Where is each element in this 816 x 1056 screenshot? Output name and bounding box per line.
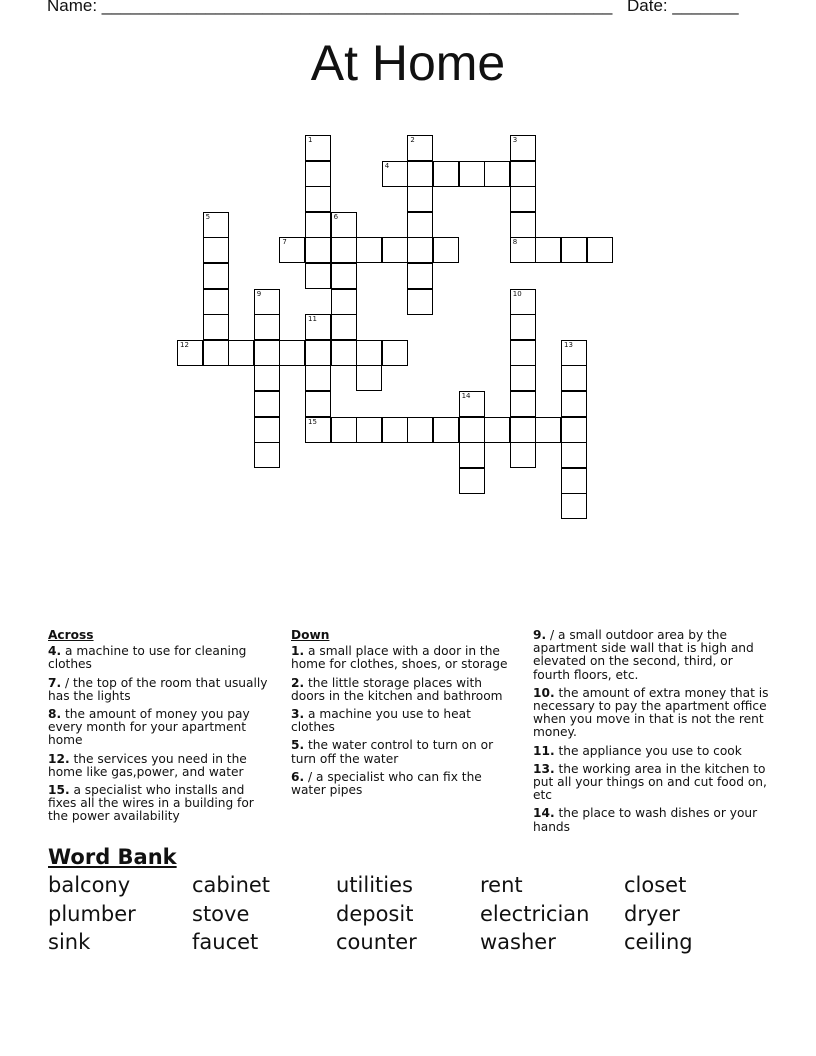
crossword-cell[interactable] — [203, 237, 229, 263]
clue-text: the place to wash dishes or your hands — [533, 806, 758, 834]
crossword-cell[interactable] — [331, 340, 357, 366]
crossword-cell[interactable] — [331, 289, 357, 315]
crossword-cell[interactable] — [561, 468, 587, 494]
crossword-cell[interactable] — [484, 417, 510, 443]
clue-text: the appliance you use to cook — [554, 743, 742, 758]
clue-down-3 — [291, 708, 516, 734]
word-bank-word: plumber — [48, 901, 136, 926]
clue-number: 11. — [533, 743, 555, 758]
crossword-cell[interactable] — [510, 314, 536, 340]
word-bank-word: electrician — [480, 901, 590, 926]
clue-number: 5. — [291, 738, 305, 753]
clue-across-8 — [48, 708, 273, 748]
crossword-cell[interactable] — [254, 289, 280, 315]
clue-down-2 — [291, 677, 516, 703]
crossword-cell[interactable] — [305, 314, 331, 340]
crossword-cell[interactable] — [254, 314, 280, 340]
clue-across-12 — [48, 753, 273, 779]
crossword-cell[interactable] — [279, 340, 305, 366]
down-heading: Down — [291, 628, 330, 642]
crossword-cell[interactable] — [382, 161, 408, 187]
crossword-cell[interactable] — [203, 263, 229, 289]
clue-down-10 — [533, 687, 773, 740]
clue-down-9 — [533, 629, 773, 682]
crossword-cell[interactable] — [484, 161, 510, 187]
date-field: Date: _______ — [627, 0, 739, 15]
clue-number: 8. — [48, 707, 62, 722]
clue-down-6 — [291, 771, 516, 797]
crossword-cell[interactable] — [382, 417, 408, 443]
crossword-cell[interactable] — [254, 340, 280, 366]
word-bank-word: cabinet — [192, 873, 271, 897]
crossword-cell[interactable] — [561, 365, 587, 391]
clue-text: the water control to turn on or turn off the water — [291, 738, 494, 766]
crossword-cell[interactable] — [407, 237, 433, 263]
crossword-cell[interactable] — [407, 212, 433, 238]
crossword-cell[interactable] — [510, 391, 536, 417]
crossword-cell[interactable] — [228, 340, 254, 366]
page-title: At Home — [310, 35, 506, 91]
crossword-cell[interactable] — [561, 340, 587, 366]
crossword-cell[interactable] — [561, 417, 587, 443]
crossword-cell[interactable] — [459, 417, 485, 443]
clue-number: 1. — [291, 644, 305, 659]
crossword-cell[interactable] — [356, 365, 382, 391]
clue-text: the little storage places with doors in the kitchen and bathroom — [291, 675, 503, 703]
crossword-cell[interactable] — [305, 135, 331, 161]
crossword-cell[interactable] — [510, 417, 536, 443]
crossword-cell[interactable] — [510, 135, 536, 161]
clue-number: 4. — [48, 644, 62, 659]
crossword-cell[interactable] — [510, 237, 536, 263]
crossword-cell[interactable] — [510, 186, 536, 212]
clue-across-15 — [48, 784, 273, 824]
word-bank-word: utilities — [336, 873, 413, 897]
crossword-cell[interactable] — [510, 212, 536, 238]
word-bank-word: rent — [480, 873, 523, 897]
crossword-cell[interactable] — [535, 417, 561, 443]
cell-number: 7 — [282, 238, 287, 247]
crossword-cell[interactable] — [510, 442, 536, 468]
clue-number: 3. — [291, 707, 305, 722]
clue-text: the amount of money you pay every month for your apartment home — [48, 707, 250, 748]
across-heading: Across — [48, 628, 94, 642]
word-bank-word: ceiling — [624, 930, 693, 954]
crossword-cell[interactable] — [510, 365, 536, 391]
crossword-cell[interactable] — [459, 391, 485, 417]
clue-down-1 — [291, 645, 516, 671]
word-bank-word: closet — [624, 873, 687, 897]
clue-down-13 — [533, 763, 773, 803]
crossword-cell[interactable] — [254, 417, 280, 443]
down-clues-continued — [533, 629, 773, 839]
cell-number: 15 — [308, 417, 317, 426]
cell-number: 10 — [512, 289, 522, 298]
crossword-cell[interactable] — [254, 391, 280, 417]
crossword-cell[interactable] — [331, 212, 357, 238]
crossword-cell[interactable] — [459, 442, 485, 468]
crossword-cell[interactable] — [331, 314, 357, 340]
crossword-cell[interactable] — [407, 135, 433, 161]
cell-number: 9 — [256, 289, 262, 298]
crossword-cell[interactable] — [459, 468, 485, 494]
crossword-cell[interactable] — [331, 417, 357, 443]
across-clues — [48, 629, 273, 829]
crossword-cell[interactable] — [407, 186, 433, 212]
crossword-cell[interactable] — [279, 237, 305, 263]
crossword-cell[interactable] — [305, 391, 331, 417]
word-bank-word: stove — [192, 901, 250, 926]
crossword-cell[interactable] — [254, 365, 280, 391]
word-bank-word: balcony — [48, 873, 131, 897]
crossword-cell[interactable] — [510, 161, 536, 187]
crossword-cell[interactable] — [305, 186, 331, 212]
cell-number: 13 — [564, 340, 573, 349]
crossword-cell[interactable] — [305, 365, 331, 391]
crossword-cell[interactable] — [510, 289, 536, 315]
crossword-cell[interactable] — [177, 340, 203, 366]
clue-across-4 — [48, 645, 273, 671]
crossword-cell[interactable] — [305, 417, 331, 443]
clue-across-7 — [48, 677, 273, 703]
crossword-cell[interactable] — [407, 263, 433, 289]
clue-text: / the top of the room that usually has the lights — [48, 675, 268, 703]
clue-number: 7. — [48, 675, 62, 690]
clue-text: a machine to use for cleaning clothes — [48, 644, 247, 672]
clue-down-14 — [533, 807, 773, 833]
clue-text: / a small outdoor area by the apartment side wall that is high and elevated on the second, third, or fourth floors, etc. — [533, 628, 754, 682]
crossword-cell[interactable] — [331, 237, 357, 263]
crossword-cell[interactable] — [305, 161, 331, 187]
cell-number: 5 — [205, 212, 211, 221]
crossword-cell[interactable] — [203, 314, 229, 340]
clue-text: the amount of extra money that is necessary to pay the apartment office when you move in that is not the rent money. — [533, 685, 769, 740]
cell-number: 4 — [384, 161, 390, 170]
crossword-cell[interactable] — [305, 212, 331, 238]
crossword-cell[interactable] — [433, 161, 459, 187]
crossword-cell[interactable] — [382, 237, 408, 263]
crossword-cell[interactable] — [433, 237, 459, 263]
clue-text: a specialist who installs and fixes all the wires in a building for the power availability — [48, 783, 254, 824]
crossword-cell[interactable] — [356, 237, 382, 263]
cell-number: 8 — [512, 238, 518, 247]
clue-number: 14. — [533, 806, 555, 821]
cell-number: 3 — [512, 136, 518, 144]
clue-number: 10. — [533, 685, 555, 700]
crossword-cell[interactable] — [535, 237, 561, 263]
crossword-cell[interactable] — [356, 417, 382, 443]
crossword-cell[interactable] — [561, 391, 587, 417]
clue-number: 9. — [533, 628, 547, 642]
clue-number: 6. — [291, 769, 305, 784]
word-bank-word: sink — [48, 930, 91, 954]
word-bank-word: dryer — [624, 901, 680, 926]
crossword-cell[interactable] — [587, 237, 613, 263]
crossword-cell[interactable] — [510, 340, 536, 366]
crossword-cell[interactable] — [407, 289, 433, 315]
clue-text: a small place with a door in the home for clothes, shoes, or storage — [291, 644, 508, 672]
word-bank-word: counter — [336, 930, 417, 954]
cell-number: 14 — [461, 392, 471, 400]
crossword-cell[interactable] — [356, 340, 382, 366]
clue-text: the services you need in the home like gas,power, and water — [48, 751, 247, 779]
clue-down-5 — [291, 739, 516, 765]
cell-number: 12 — [180, 340, 189, 349]
crossword-cell[interactable] — [433, 417, 459, 443]
crossword-cell[interactable] — [561, 442, 587, 468]
clue-text: / a specialist who can fix the water pipes — [291, 769, 482, 798]
crossword-cell[interactable] — [331, 263, 357, 289]
clue-text: a machine you use to heat clothes — [291, 707, 471, 735]
cell-number: 6 — [333, 212, 339, 221]
crossword-cell[interactable] — [203, 212, 229, 238]
crossword-cell[interactable] — [203, 289, 229, 315]
down-clues — [291, 629, 516, 802]
crossword-cell[interactable] — [459, 161, 485, 187]
crossword-cell[interactable] — [305, 263, 331, 289]
clue-number: 2. — [291, 675, 305, 690]
cell-number: 2 — [410, 136, 415, 144]
clue-number: 13. — [533, 761, 555, 776]
crossword-cell[interactable] — [305, 237, 331, 263]
crossword-cell[interactable] — [382, 340, 408, 366]
crossword-cell[interactable] — [561, 493, 587, 519]
clue-down-11 — [533, 745, 773, 758]
crossword-cell[interactable] — [561, 237, 587, 263]
word-bank-word: deposit — [336, 901, 414, 926]
clue-number: 15. — [48, 783, 70, 798]
cell-number: 11 — [308, 315, 317, 324]
word-bank-title: Word Bank — [48, 845, 177, 869]
word-bank-word: faucet — [192, 930, 259, 954]
crossword-cell[interactable] — [407, 161, 433, 187]
crossword-cell[interactable] — [254, 442, 280, 468]
name-field: Name: ______________________________________________________ — [47, 0, 613, 15]
clue-number: 12. — [48, 751, 70, 766]
crossword-cell[interactable] — [203, 340, 229, 366]
clue-text: the working area in the kitchen to put all your things on and cut food on, etc — [533, 761, 767, 803]
crossword-cell[interactable] — [305, 340, 331, 366]
word-bank-word: washer — [480, 930, 556, 954]
crossword-cell[interactable] — [407, 417, 433, 443]
cell-number: 1 — [308, 136, 313, 144]
